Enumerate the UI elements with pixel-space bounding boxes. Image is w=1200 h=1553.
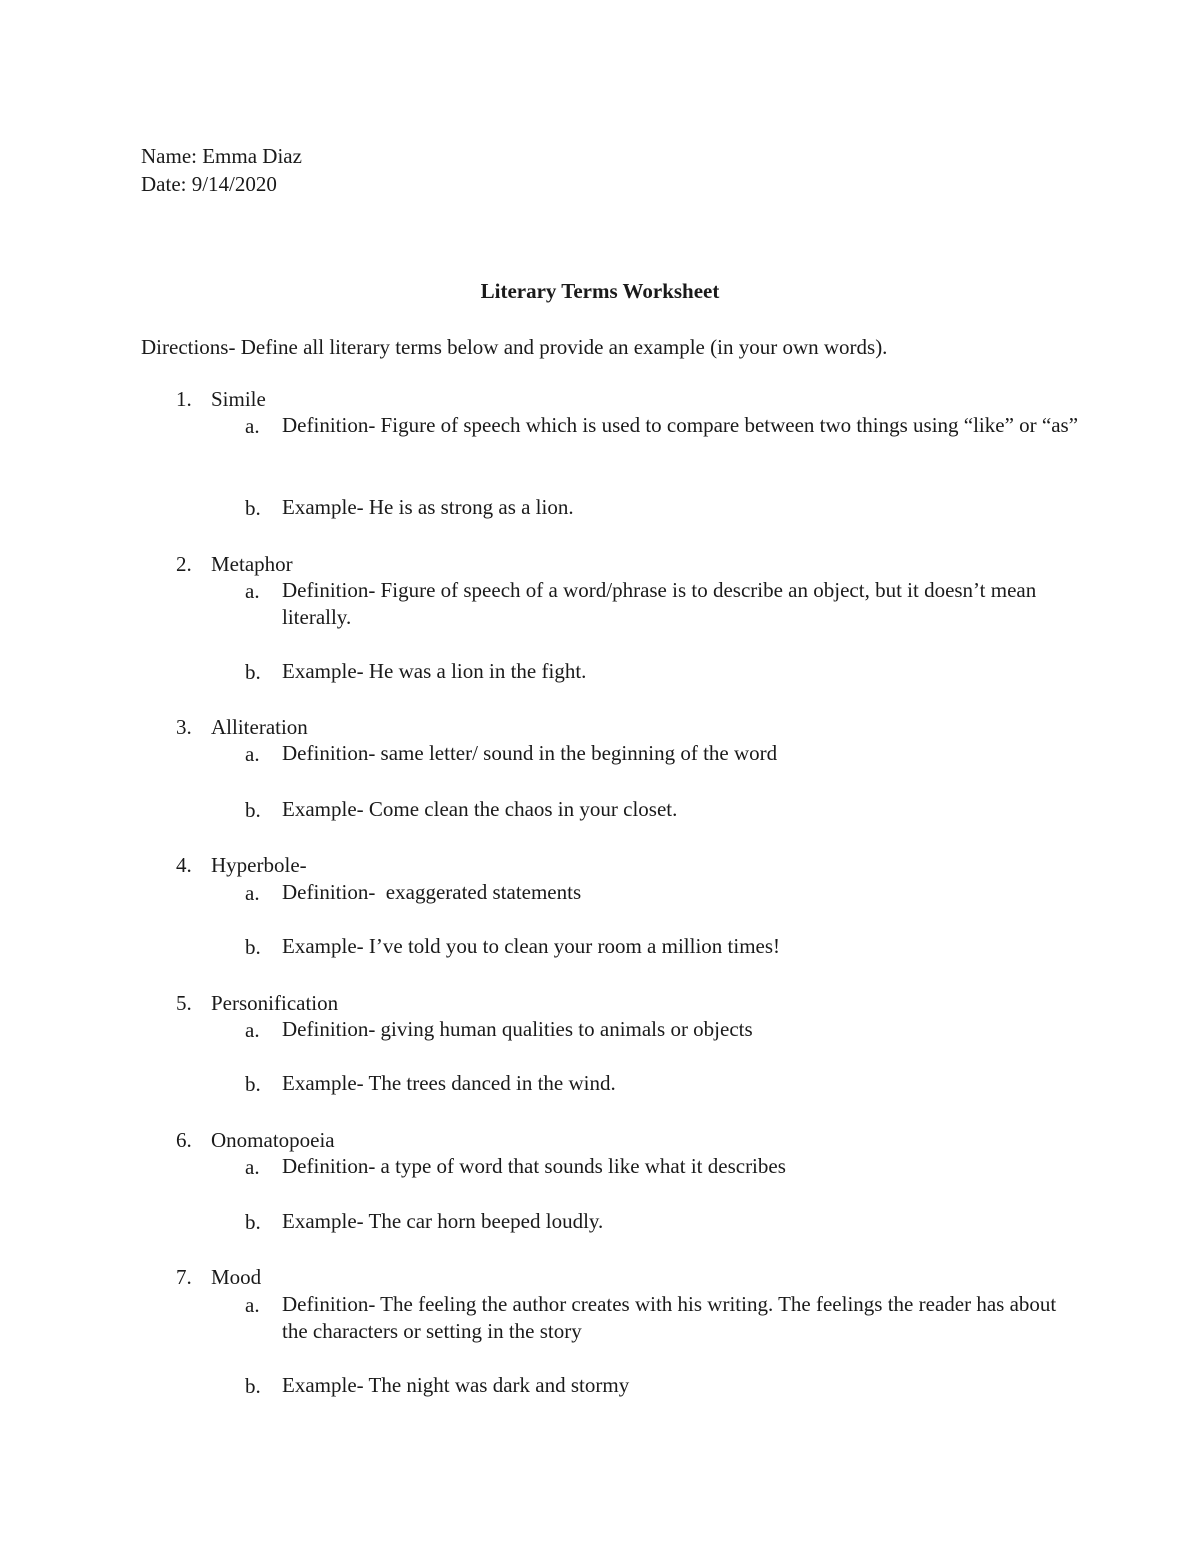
term-number: 5.: [176, 991, 192, 1015]
example-text: Example- The trees danced in the wind.: [282, 1071, 616, 1095]
definition-text: Definition- same letter/ sound in the beginning of the word: [282, 741, 778, 765]
example-text: Example- The night was dark and stormy: [282, 1373, 630, 1397]
example-marker: b.: [245, 1374, 261, 1398]
definition-marker: a.: [245, 414, 260, 438]
example-marker: b.: [245, 1210, 261, 1234]
term-label: Personification: [211, 991, 339, 1015]
definition-text: Definition- The feeling the author creates with his writing. The feelings the reader has about the characters or setting in the story: [282, 1292, 1057, 1343]
definition-text: Definition- Figure of speech which is used to compare between two things using “like” or “as”: [282, 413, 1079, 437]
term-number: 2.: [176, 552, 192, 576]
term-label: Metaphor: [211, 552, 293, 576]
definition-marker: a.: [245, 881, 260, 905]
term-label: Simile: [211, 387, 266, 411]
term-number: 6.: [176, 1128, 192, 1152]
definition-text: Definition- giving human qualities to animals or objects: [282, 1017, 753, 1041]
example-text: Example- I’ve told you to clean your room a million times!: [282, 934, 781, 958]
example-marker: b.: [245, 1072, 261, 1096]
example-text: Example- He was a lion in the fight.: [282, 659, 587, 683]
term-number: 4.: [176, 853, 192, 877]
example-marker: b.: [245, 660, 261, 684]
definition-text: Definition- a type of word that sounds like what it describes: [282, 1154, 786, 1178]
definition-marker: a.: [245, 579, 260, 603]
term-label: Alliteration: [211, 715, 308, 739]
example-text: Example- The car horn beeped loudly.: [282, 1209, 604, 1233]
date-line: Date: 9/14/2020: [141, 172, 277, 196]
directions: Directions- Define all literary terms below and provide an example (in your own words).: [141, 335, 888, 359]
term-label: Mood: [211, 1265, 262, 1289]
definition-marker: a.: [245, 742, 260, 766]
example-marker: b.: [245, 798, 261, 822]
example-text: Example- He is as strong as a lion.: [282, 495, 574, 519]
definition-marker: a.: [245, 1293, 260, 1317]
definition-marker: a.: [245, 1018, 260, 1042]
term-number: 1.: [176, 387, 192, 411]
page-title: Literary Terms Worksheet: [480, 279, 720, 303]
term-label: Onomatopoeia: [211, 1128, 335, 1152]
example-marker: b.: [245, 935, 261, 959]
definition-text: Definition- exaggerated statements: [282, 880, 582, 904]
term-number: 3.: [176, 715, 192, 739]
name-line: Name: Emma Diaz: [141, 144, 302, 168]
example-marker: b.: [245, 496, 261, 520]
definition-text: Definition- Figure of speech of a word/phrase is to describe an object, but it doesn’t mean literally.: [282, 578, 1037, 629]
term-number: 7.: [176, 1265, 192, 1289]
definition-marker: a.: [245, 1155, 260, 1179]
term-label: Hyperbole-: [211, 853, 307, 877]
example-text: Example- Come clean the chaos in your closet.: [282, 797, 678, 821]
